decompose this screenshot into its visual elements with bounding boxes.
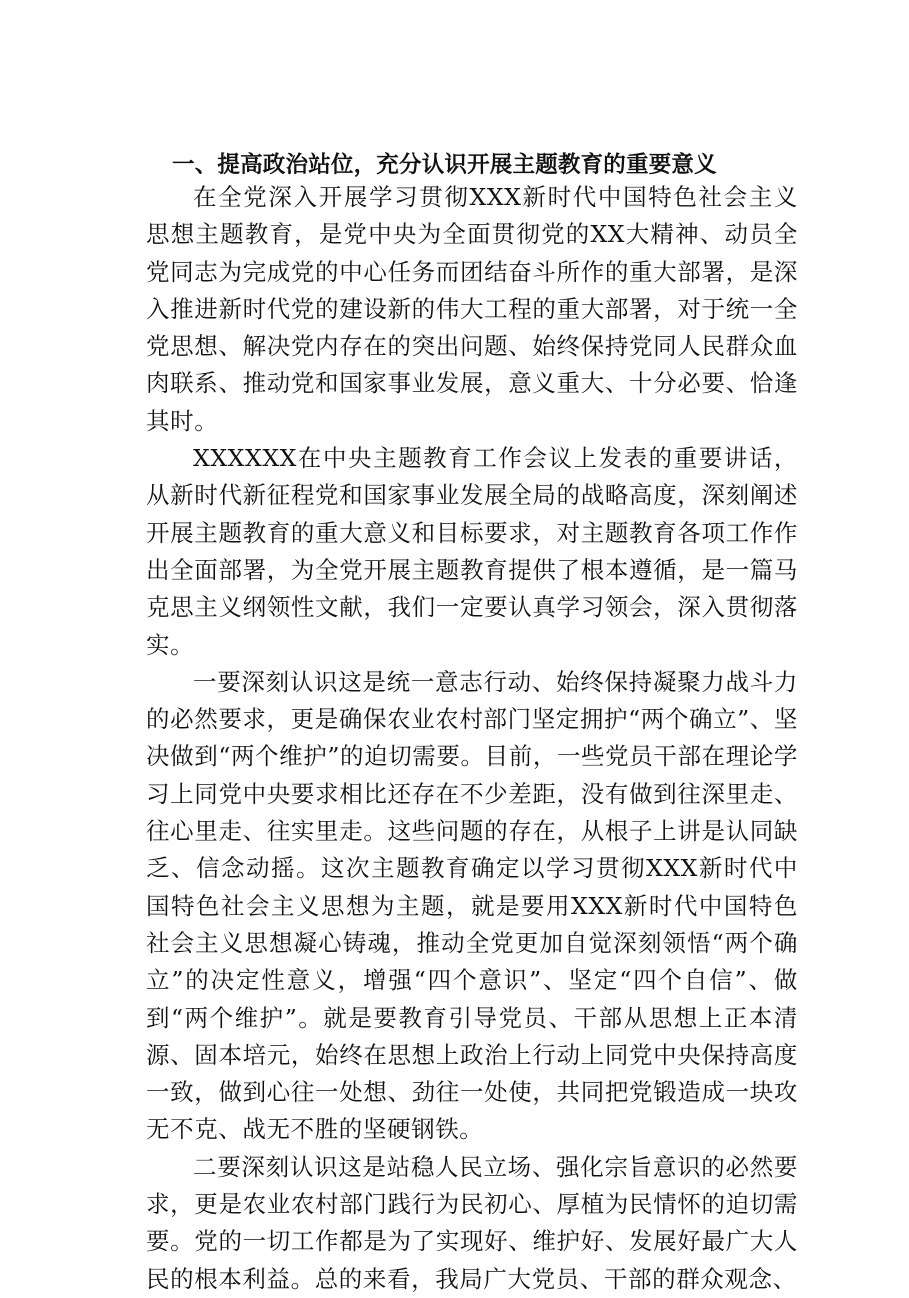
paragraph-speech: XXXXXX在中央主题教育工作会议上发表的重要讲话，从新时代新征程党和国家事业发展全局的战略高度，深刻阐述开展主题教育的重大意义和目标要求，对主题教育各项工作作出全面部署，为全党开展主题教育提供了根本遵循，是一篇马克思主义纲领性文献，我们一定要认真学习领会，深入贯彻落实。 (146, 444, 798, 659)
paragraph-second-point: 二要深刻认识这是站稳人民立场、强化宗旨意识的必然要求，更是农业农村部门践行为民初心、厚植为民情怀的迫切需要。党的一切工作都是为了实现好、维护好、发展好最广大人民的根本利益。总的来看，我局广大党员、干部的群众观念、 (146, 1152, 798, 1293)
paragraph-first-point: 一要深刻认识这是统一意志行动、始终保持凝聚力战斗力的必然要求，更是确保农业农村部门坚定拥护“两个确立”、坚决做到“两个维护”的迫切需要。目前，一些党员干部在理论学习上同党中央要求相比还存在不少差距，没有做到往深里走、往心里走、往实里走。这些问题的存在，从根子上讲是认同缺乏、信念动摇。这次主题教育确定以学习贯彻XXX新时代中国特色社会主义思想为主题，就是要用XXX新时代中国特色社会主义思想凝心铸魂，推动全党更加自觉深刻领悟“两个确立”的决定性意义，增强“四个意识”、坚定“四个自信”、做到“两个维护”。就是要教育引导党员、干部从思想上正本清源、固本培元，始终在思想上政治上行动上同党中央保持高度一致，做到心往一处想、劲往一处使，共同把党锻造成一块攻无不克、战无不胜的坚硬钢铁。 (146, 667, 798, 1144)
paragraph-significance: 在全党深入开展学习贯彻XXX新时代中国特色社会主义思想主题教育，是党中央为全面贯彻党的XX大精神、动员全党同志为完成党的中心任务而团结奋斗所作的重大部署，是深入推进新时代党的建设新的伟大工程的重大部署，对于统一全党思想、解决党内存在的突出问题、始终保持党同人民群众血肉联系、推动党和国家事业发展，意义重大、十分必要、恰逢其时。 (146, 183, 798, 435)
section-heading: 一、提高政治站位，充分认识开展主题教育的重要意义 (172, 152, 717, 178)
document-page (146, 152, 798, 1298)
